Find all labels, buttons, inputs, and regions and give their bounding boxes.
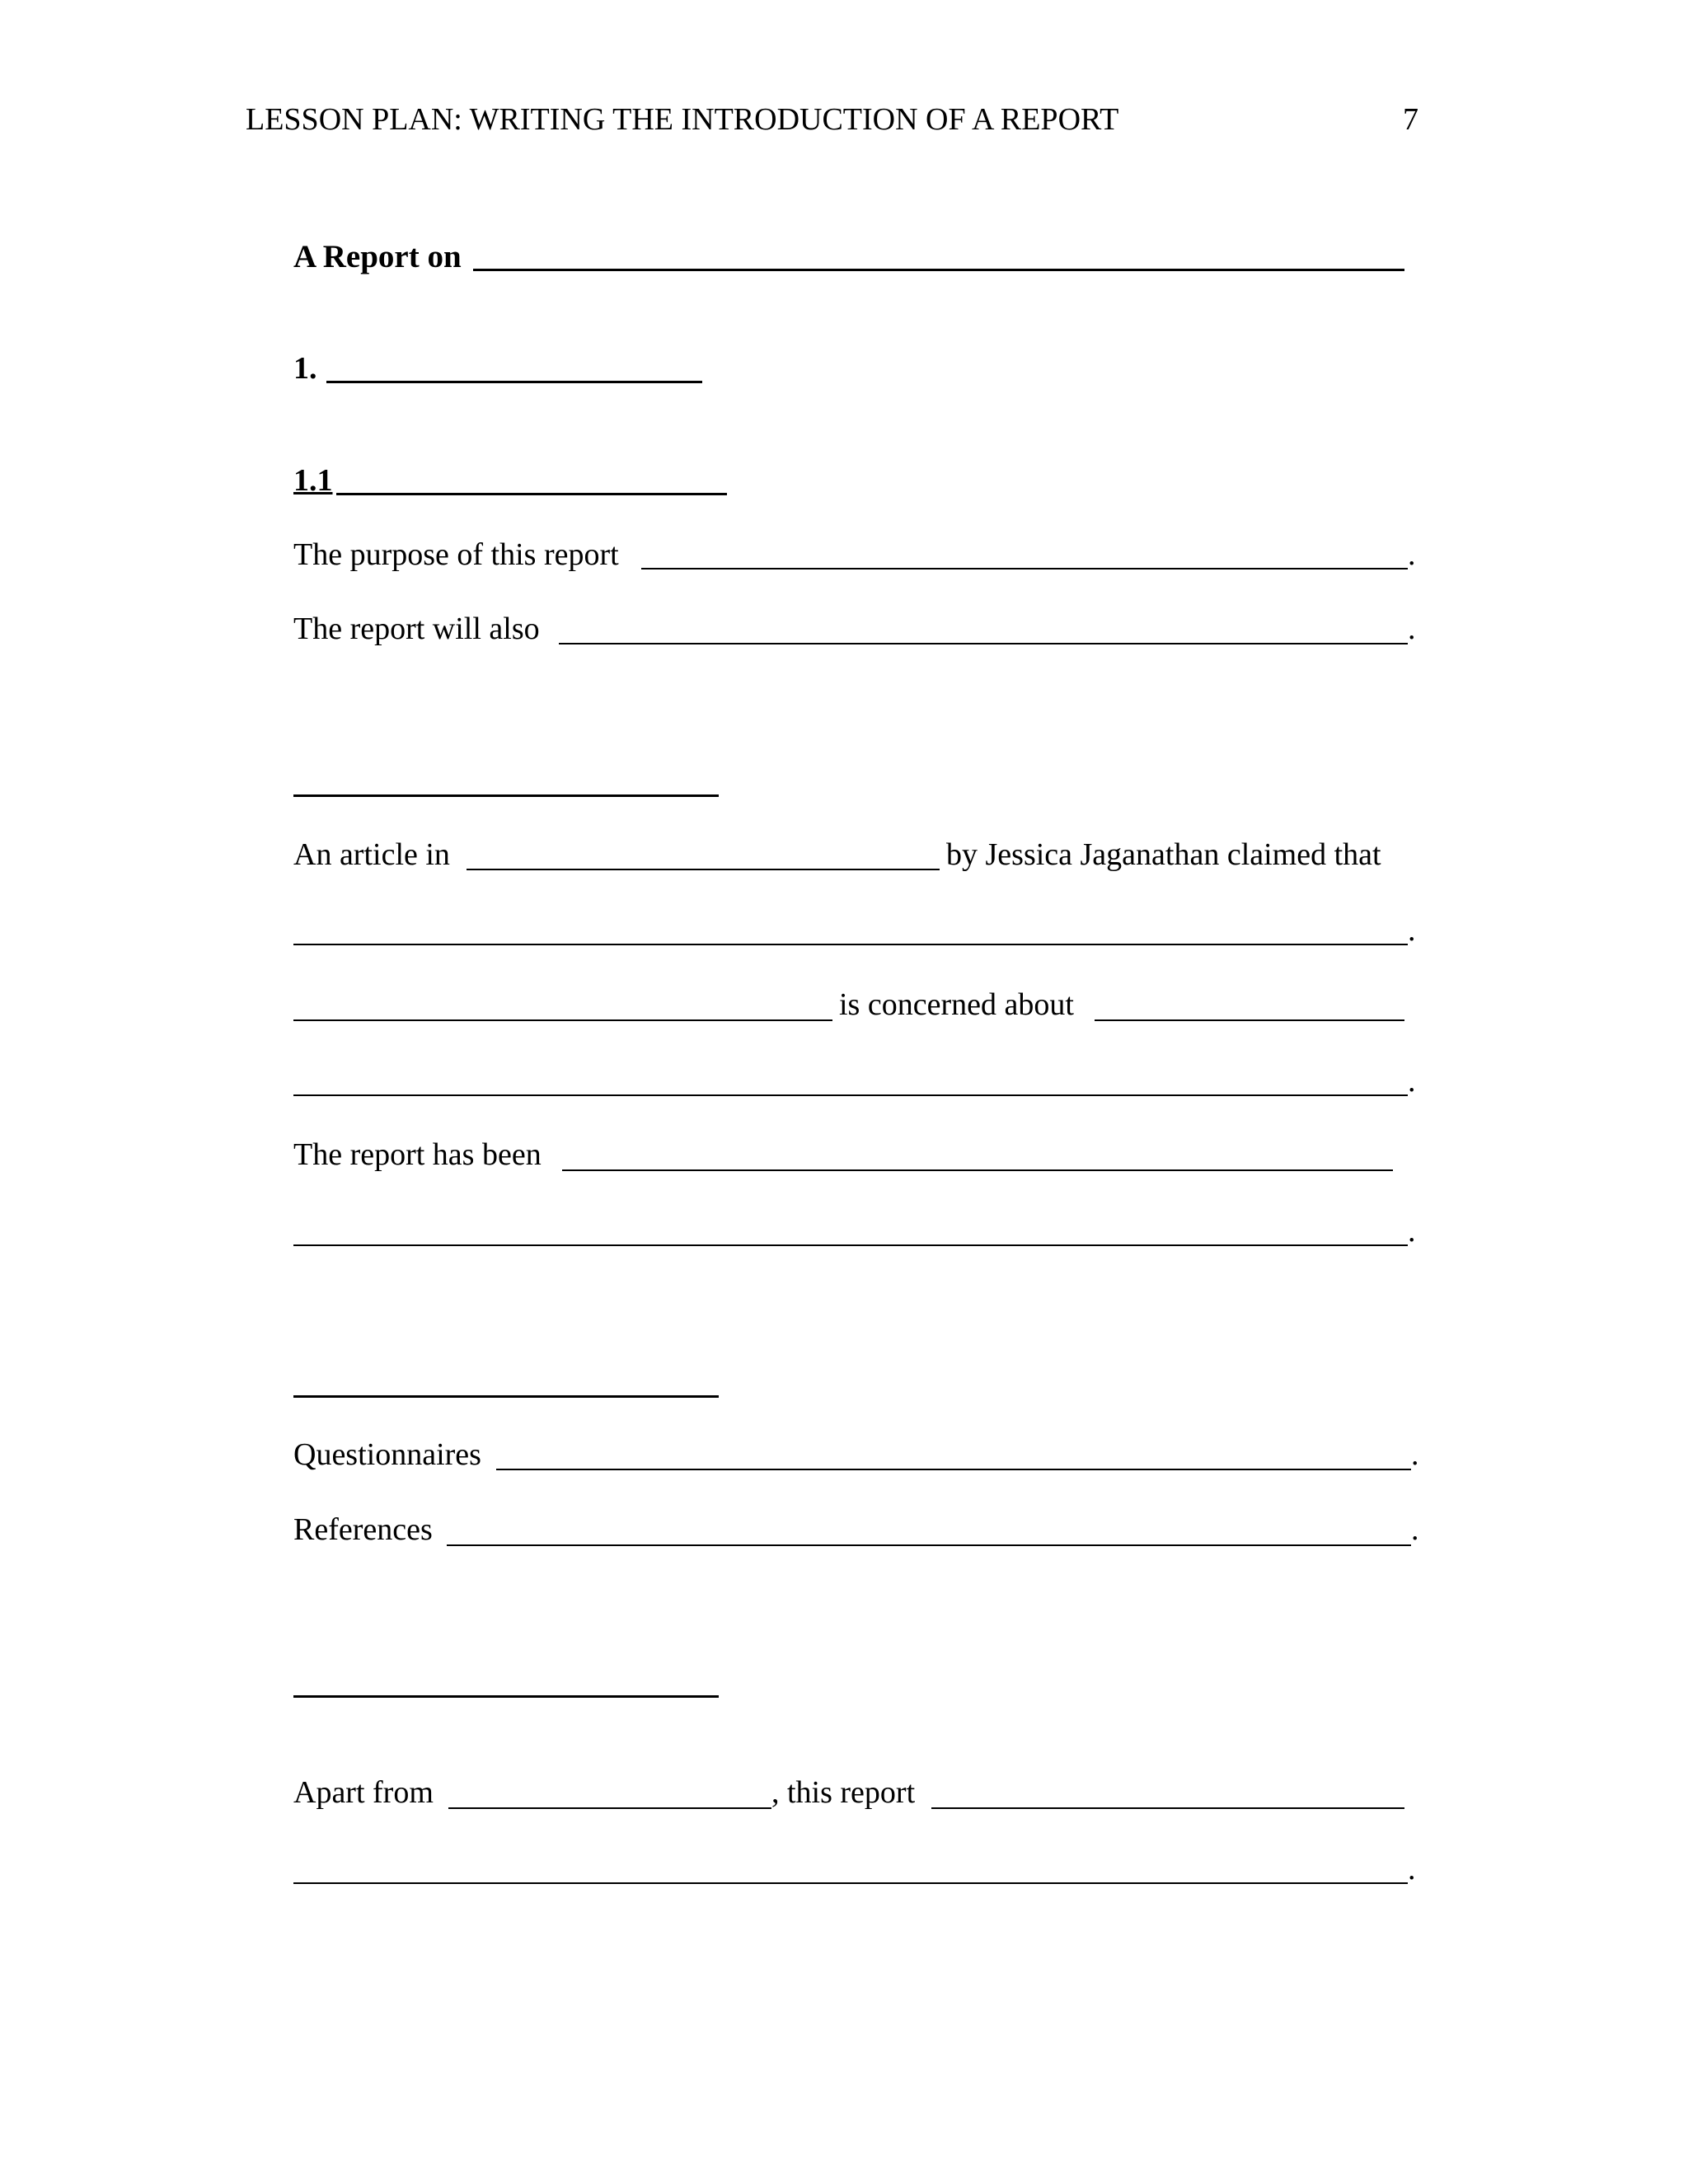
purpose-blank[interactable] xyxy=(641,568,1408,569)
article-author-text: by Jessica Jaganathan claimed that xyxy=(946,837,1381,872)
references-label: References xyxy=(293,1512,433,1547)
article-label: An article in xyxy=(293,837,450,872)
report-title-label: A Report on xyxy=(293,239,462,274)
also-label: The report will also xyxy=(293,612,540,646)
report-title-blank[interactable] xyxy=(473,269,1404,271)
has-been-blank[interactable] xyxy=(562,1169,1393,1171)
page-number: 7 xyxy=(1403,102,1418,137)
concern-period: . xyxy=(1408,1064,1416,1099)
concerned-label: is concerned about xyxy=(839,987,1074,1022)
heading-blank-1[interactable] xyxy=(293,794,719,797)
also-period: . xyxy=(1408,612,1416,646)
questionnaires-period: . xyxy=(1411,1437,1419,1472)
references-period: . xyxy=(1411,1512,1419,1547)
subsection-heading-blank[interactable] xyxy=(336,493,727,495)
article-claim-blank[interactable] xyxy=(293,944,1408,945)
references-blank[interactable] xyxy=(447,1544,1411,1546)
section-number: 1. xyxy=(293,351,317,386)
this-report-label: , this report xyxy=(771,1775,916,1810)
concern-blank[interactable] xyxy=(1095,1019,1404,1021)
has-been-continued-blank[interactable] xyxy=(293,1244,1408,1246)
this-report-blank[interactable] xyxy=(931,1807,1404,1809)
concern-continued-blank[interactable] xyxy=(293,1094,1408,1096)
article-claim-period: . xyxy=(1408,913,1416,948)
apart-from-continued-blank[interactable] xyxy=(293,1882,1408,1884)
heading-blank-2[interactable] xyxy=(293,1395,719,1398)
questionnaires-label: Questionnaires xyxy=(293,1437,481,1472)
has-been-label: The report has been xyxy=(293,1137,542,1172)
section-heading-blank[interactable] xyxy=(326,381,702,383)
running-head: LESSON PLAN: WRITING THE INTRODUCTION OF A REPORT xyxy=(246,102,1119,137)
concerned-party-blank[interactable] xyxy=(293,1019,832,1021)
heading-blank-3[interactable] xyxy=(293,1695,719,1698)
apart-from-blank[interactable] xyxy=(448,1807,771,1809)
purpose-label: The purpose of this report xyxy=(293,537,619,572)
article-source-blank[interactable] xyxy=(467,869,940,870)
purpose-period: . xyxy=(1408,537,1416,572)
apart-from-label: Apart from xyxy=(293,1775,434,1810)
apart-from-period: . xyxy=(1408,1852,1416,1886)
has-been-period: . xyxy=(1408,1214,1416,1249)
also-blank[interactable] xyxy=(559,643,1408,644)
questionnaires-blank[interactable] xyxy=(496,1469,1411,1470)
subsection-number: 1.1 xyxy=(293,463,333,498)
